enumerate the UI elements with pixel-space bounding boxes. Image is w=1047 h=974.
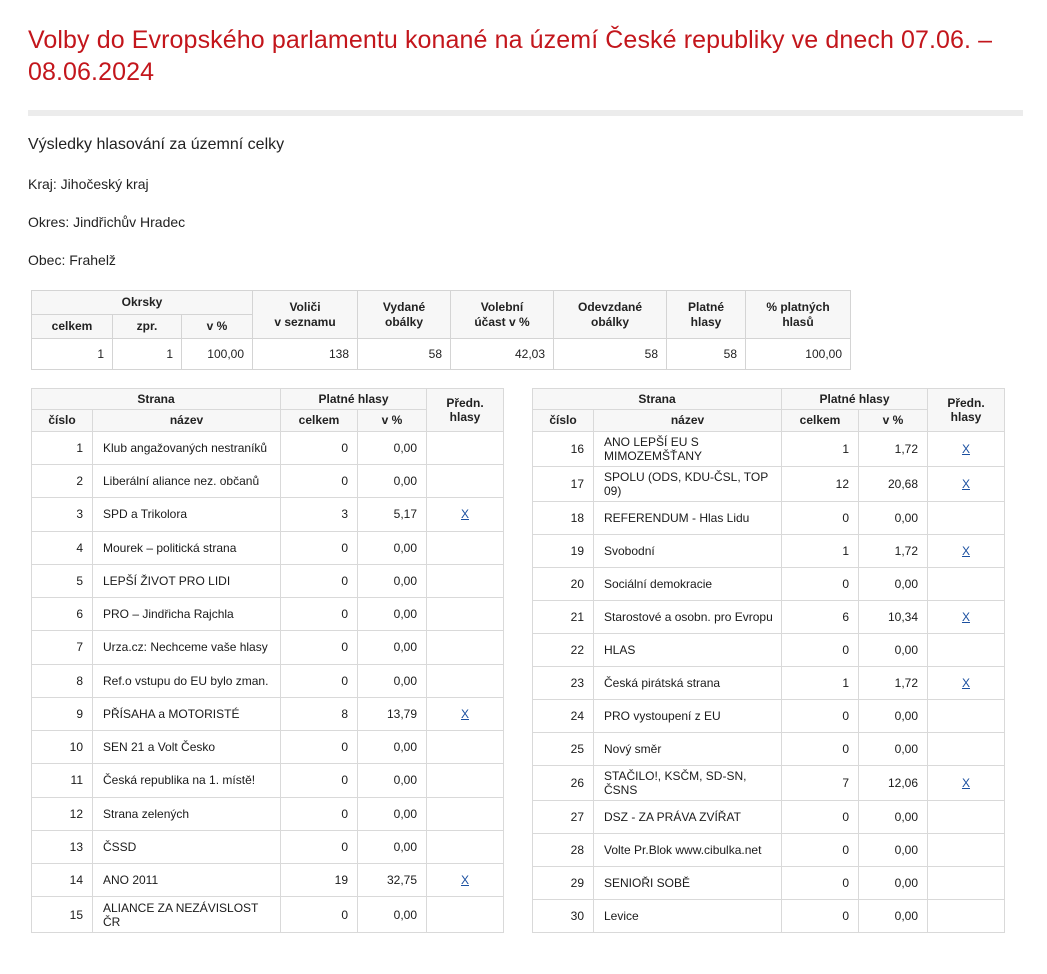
table-row [32,664,504,697]
party-name: Starostové a osobn. pro Evropu [594,600,782,633]
party-votes-percent: 0,00 [859,800,928,833]
party-votes-percent: 0,00 [358,731,427,764]
header-vpct: v % [358,410,427,431]
parties-tables-container [31,388,1023,933]
preferential-votes-cell [427,664,504,697]
party-votes-total: 0 [281,431,358,464]
party-rows-left [32,431,504,932]
party-number: 28 [533,833,594,866]
party-number: 3 [32,498,93,531]
party-number: 9 [32,697,93,730]
party-votes-total: 0 [281,731,358,764]
preferential-votes-cell[interactable] [928,765,1005,800]
party-votes-percent: 1,72 [859,666,928,699]
party-votes-total: 0 [281,564,358,597]
party-votes-total: 0 [782,899,859,932]
preferential-votes-cell [427,598,504,631]
table-row [32,564,504,597]
header-predn-line1: Předn. [947,395,985,410]
party-results-table-right [532,388,1005,933]
header-volici-line1: Voliči [289,299,321,314]
preferential-votes-link[interactable]: X [961,675,970,690]
table-row [32,697,504,730]
value-platne-hlasy: 58 [667,339,746,370]
party-number: 23 [533,666,594,699]
party-name: SEN 21 a Volt Česko [93,731,281,764]
table-row [533,765,1005,800]
party-votes-percent: 1,72 [859,431,928,466]
table-row [32,897,504,933]
party-name: PRO vystoupení z EU [594,699,782,732]
party-votes-total: 0 [782,866,859,899]
header-volici [253,291,358,339]
table-row [32,731,504,764]
party-votes-percent: 0,00 [859,699,928,732]
party-header-row-1 [533,389,1005,410]
party-votes-percent: 0,00 [859,866,928,899]
party-name: PŘÍSAHA a MOTORISTÉ [93,697,281,730]
table-row [32,764,504,797]
preferential-votes-link[interactable]: X [961,441,970,456]
preferential-votes-cell[interactable] [928,666,1005,699]
party-votes-percent: 0,00 [859,732,928,765]
table-row [533,466,1005,501]
party-votes-total: 6 [782,600,859,633]
party-votes-percent: 0,00 [859,567,928,600]
party-name: Nový směr [594,732,782,765]
party-number: 30 [533,899,594,932]
preferential-votes-cell [427,830,504,863]
header-platne-hlasy-group: Platné hlasy [281,389,427,410]
party-name: Svobodní [594,534,782,567]
party-votes-total: 0 [281,531,358,564]
party-name: Klub angažovaných nestraníků [93,431,281,464]
party-votes-percent: 0,00 [859,899,928,932]
party-name: ČSSD [93,830,281,863]
table-row [32,631,504,664]
header-okrsky-celkem: celkem [32,315,113,339]
header-platne-line2: hlasy [690,314,722,329]
party-votes-total: 0 [281,897,358,933]
party-votes-percent: 13,79 [358,697,427,730]
party-results-table-left [31,388,504,933]
table-row [533,431,1005,466]
party-rows-right [533,431,1005,932]
section-subtitle: Výsledky hlasování za územní celky [28,136,285,153]
header-pctplatnych-line1: % platných [766,299,830,314]
header-okrsky-vpct: v % [182,315,253,339]
preferential-votes-cell [427,431,504,464]
preferential-votes-cell [928,800,1005,833]
preferential-votes-cell [427,797,504,830]
header-odevzdane-line2: obálky [590,314,629,329]
party-votes-total: 0 [782,567,859,600]
summary-values-row [32,339,851,370]
party-number: 15 [32,897,93,933]
party-number: 24 [533,699,594,732]
header-cislo: číslo [533,410,594,431]
preferential-votes-cell [427,564,504,597]
party-number: 26 [533,765,594,800]
party-name: STAČILO!, KSČM, SD-SN, ČSNS [594,765,782,800]
table-row [32,797,504,830]
party-votes-total: 0 [281,598,358,631]
header-ucast-line1: Volební [480,299,524,314]
party-name: Česká pirátská strana [594,666,782,699]
header-volebni-ucast [451,291,554,339]
party-name: Urza.cz: Nechceme vaše hlasy [93,631,281,664]
district-line: Okres: Jindřichův Hradec [28,214,186,230]
preferential-votes-cell [427,764,504,797]
turnout-summary-table [31,290,851,370]
party-name: DSZ - ZA PRÁVA ZVÍŘAT [594,800,782,833]
party-name: LEPŠÍ ŽIVOT PRO LIDI [93,564,281,597]
party-name: Strana zelených [93,797,281,830]
value-vydane-obalky: 58 [358,339,451,370]
preferential-votes-cell[interactable] [928,431,1005,466]
header-predn-line2: hlasy [950,409,982,424]
party-name: SPD a Trikolora [93,498,281,531]
party-votes-percent: 0,00 [859,833,928,866]
party-name: Česká republika na 1. místě! [93,764,281,797]
value-okrsky-celkem: 1 [32,339,113,370]
party-number: 13 [32,830,93,863]
preferential-votes-link[interactable]: X [961,543,970,558]
header-vydane-obalky [358,291,451,339]
municipality-line: Obec: Frahelž [28,252,116,268]
party-votes-percent: 12,06 [859,765,928,800]
header-predn-line1: Předn. [446,395,484,410]
party-votes-percent: 0,00 [358,764,427,797]
party-votes-total: 0 [782,800,859,833]
party-name: Mourek – politická strana [93,531,281,564]
party-votes-percent: 0,00 [859,501,928,534]
party-votes-total: 3 [281,498,358,531]
party-number: 4 [32,531,93,564]
value-okrsky-vpct: 100,00 [182,339,253,370]
party-name: SENIOŘI SOBĚ [594,866,782,899]
preferential-votes-cell[interactable] [427,697,504,730]
preferential-votes-link[interactable]: X [961,775,970,790]
header-vydane-line2: obálky [384,314,423,329]
table-row [533,800,1005,833]
preferential-votes-cell [928,633,1005,666]
preferential-votes-link[interactable]: X [961,476,970,491]
header-platne-hlasy [667,291,746,339]
party-votes-percent: 5,17 [358,498,427,531]
party-name: HLAS [594,633,782,666]
party-votes-total: 0 [782,501,859,534]
party-votes-percent: 0,00 [358,431,427,464]
party-name: ANO LEPŠÍ EU S MIMOZEMŠŤANY [594,431,782,466]
party-votes-percent: 32,75 [358,864,427,897]
party-votes-percent: 0,00 [358,465,427,498]
table-row [533,600,1005,633]
party-votes-percent: 0,00 [358,564,427,597]
party-number: 27 [533,800,594,833]
party-number: 21 [533,600,594,633]
header-vpct: v % [859,410,928,431]
header-odevzdane-line1: Odevzdané [577,299,643,314]
header-nazev: název [594,410,782,431]
preferential-votes-cell [427,897,504,933]
preferential-votes-cell[interactable] [427,864,504,897]
party-number: 11 [32,764,93,797]
preferential-votes-cell [928,699,1005,732]
header-strana: Strana [32,389,281,410]
party-votes-percent: 0,00 [859,633,928,666]
header-cislo: číslo [32,410,93,431]
table-row [533,501,1005,534]
preferential-votes-cell [427,731,504,764]
party-number: 2 [32,465,93,498]
party-votes-total: 1 [782,666,859,699]
party-number: 10 [32,731,93,764]
header-platne-line1: Platné [687,299,724,314]
party-votes-percent: 0,00 [358,830,427,863]
preferential-votes-cell [427,631,504,664]
party-votes-total: 0 [782,833,859,866]
table-row [533,699,1005,732]
region-line: Kraj: Jihočeský kraj [28,176,149,192]
party-votes-total: 0 [782,633,859,666]
party-votes-total: 0 [281,830,358,863]
preferential-votes-link[interactable]: X [460,873,469,888]
party-name: Volte Pr.Blok www.cibulka.net [594,833,782,866]
party-number: 5 [32,564,93,597]
party-name: ALIANCE ZA NEZÁVISLOST ČR [93,897,281,933]
preferential-votes-cell [928,833,1005,866]
party-votes-percent: 1,72 [859,534,928,567]
party-number: 1 [32,431,93,464]
preferential-votes-cell [427,465,504,498]
party-votes-percent: 0,00 [358,631,427,664]
table-row [533,666,1005,699]
party-votes-total: 0 [281,631,358,664]
header-vydane-line1: Vydané [382,299,426,314]
party-votes-total: 0 [281,664,358,697]
party-name: SPOLU (ODS, KDU-ČSL, TOP 09) [594,466,782,501]
preferential-votes-cell[interactable] [928,466,1005,501]
table-row [533,833,1005,866]
value-okrsky-zpr: 1 [113,339,182,370]
table-row [32,830,504,863]
table-row [533,534,1005,567]
header-strana: Strana [533,389,782,410]
party-number: 16 [533,431,594,466]
header-platne-hlasy-group: Platné hlasy [782,389,928,410]
party-number: 14 [32,864,93,897]
preferential-votes-cell [928,866,1005,899]
preferential-votes-cell[interactable] [427,498,504,531]
preferential-votes-cell[interactable] [928,534,1005,567]
table-row [533,866,1005,899]
table-row [533,633,1005,666]
party-votes-total: 7 [782,765,859,800]
party-votes-total: 1 [782,534,859,567]
table-row [32,598,504,631]
party-number: 29 [533,866,594,899]
title-divider [28,110,1023,116]
summary-header-row-1 [32,291,851,315]
party-name: Levice [594,899,782,932]
table-row [32,498,504,531]
header-celkem: celkem [281,410,358,431]
party-votes-total: 8 [281,697,358,730]
table-row [32,431,504,464]
value-volebni-ucast: 42,03 [451,339,554,370]
header-celkem: celkem [782,410,859,431]
table-row [32,531,504,564]
table-row [533,567,1005,600]
preferential-votes-cell[interactable] [928,600,1005,633]
party-votes-percent: 0,00 [358,797,427,830]
party-votes-total: 1 [782,431,859,466]
header-volici-line2: v seznamu [274,314,336,329]
party-number: 19 [533,534,594,567]
table-row [533,899,1005,932]
party-number: 17 [533,466,594,501]
preferential-votes-cell [928,899,1005,932]
party-name: ANO 2011 [93,864,281,897]
header-odevzdane-obalky [554,291,667,339]
party-votes-percent: 20,68 [859,466,928,501]
party-votes-percent: 0,00 [358,664,427,697]
party-name: REFERENDUM - Hlas Lidu [594,501,782,534]
party-number: 18 [533,501,594,534]
page-title: Volby do Evropského parlamentu konané na území České republiky ve dnech 07.06. – 08.06.2024 [28,26,993,86]
party-votes-total: 0 [281,797,358,830]
preferential-votes-link[interactable]: X [460,507,469,522]
header-okrsky-group: Okrsky [32,291,253,315]
preferential-votes-link[interactable]: X [961,609,970,624]
header-pct-platnych [746,291,851,339]
header-predn-hlasy [427,389,504,432]
party-name: Ref.o vstupu do EU bylo zman. [93,664,281,697]
party-number: 22 [533,633,594,666]
table-row [32,864,504,897]
party-number: 6 [32,598,93,631]
party-header-row-1 [32,389,504,410]
value-odevzdane-obalky: 58 [554,339,667,370]
party-number: 20 [533,567,594,600]
preferential-votes-cell [928,732,1005,765]
party-votes-percent: 0,00 [358,598,427,631]
party-votes-total: 0 [782,699,859,732]
value-pct-platnych: 100,00 [746,339,851,370]
header-predn-line2: hlasy [449,409,481,424]
preferential-votes-link[interactable]: X [460,706,469,721]
party-votes-total: 19 [281,864,358,897]
party-votes-total: 0 [281,465,358,498]
value-volici: 138 [253,339,358,370]
party-votes-total: 12 [782,466,859,501]
party-name: Liberální aliance nez. občanů [93,465,281,498]
header-pctplatnych-line2: hlasů [782,314,814,329]
party-number: 25 [533,732,594,765]
header-ucast-line2: účast v % [474,314,530,329]
preferential-votes-cell [928,501,1005,534]
party-number: 7 [32,631,93,664]
party-number: 8 [32,664,93,697]
party-votes-total: 0 [281,764,358,797]
party-votes-percent: 10,34 [859,600,928,633]
preferential-votes-cell [928,567,1005,600]
party-name: PRO – Jindřicha Rajchla [93,598,281,631]
preferential-votes-cell [427,531,504,564]
table-row [32,465,504,498]
table-row [533,732,1005,765]
header-okrsky-zpr: zpr. [113,315,182,339]
party-votes-total: 0 [782,732,859,765]
header-nazev: název [93,410,281,431]
party-votes-percent: 0,00 [358,897,427,933]
party-name: Sociální demokracie [594,567,782,600]
party-votes-percent: 0,00 [358,531,427,564]
party-number: 12 [32,797,93,830]
header-predn-hlasy [928,389,1005,432]
